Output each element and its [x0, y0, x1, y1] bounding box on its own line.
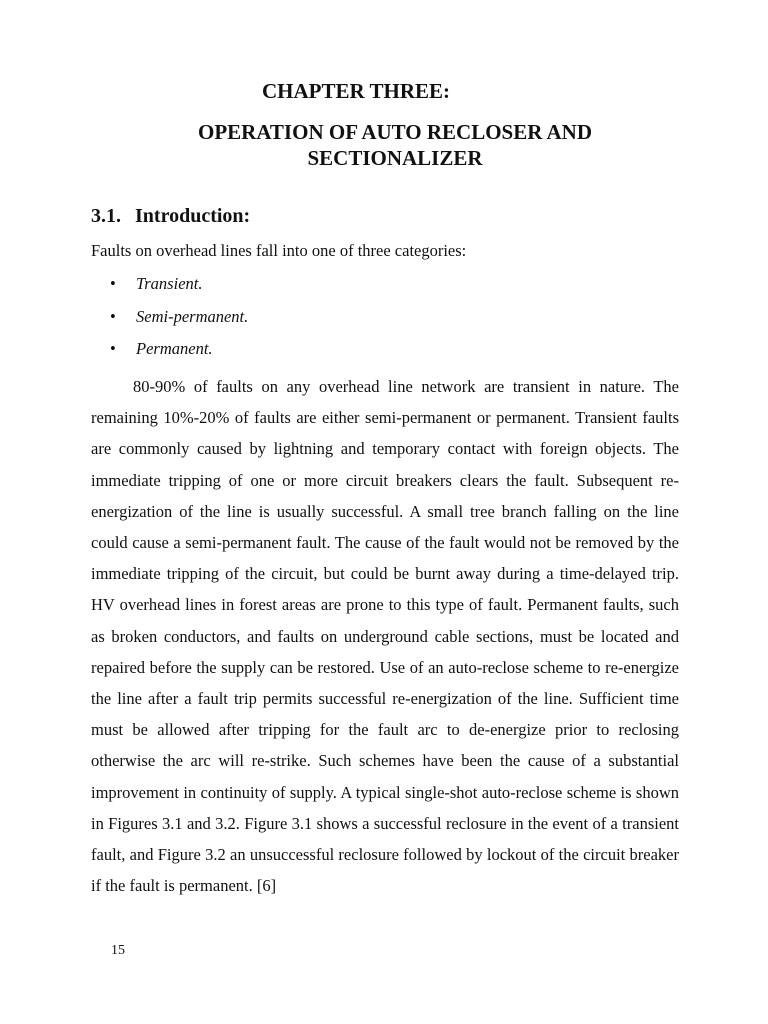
bullet-icon: •	[110, 306, 116, 326]
list-item-text: Permanent.	[136, 339, 213, 358]
list-item	[110, 306, 248, 339]
list-item	[110, 338, 248, 371]
fault-category-list	[110, 273, 248, 371]
page-number: 15	[111, 943, 125, 958]
section-heading	[91, 203, 250, 229]
body-paragraph: 80-90% of faults on any overhead line network are transient in nature. The remaining 10%-20% of faults are either semi-permanent or permanent. Transient faults are commonly caused by lightning and temporary contact with foreign objects. The immediate tripping of one or more circuit breakers clears the fault. Subsequent re-energization of the line is usually successful. A small tree branch falling on the line could cause a semi-permanent fault. The cause of the fault would not be removed by the immediate tripping of the circuit, but could be burnt away during a time-delayed trip. HV overhead lines in forest areas are prone to this type of fault. Permanent faults, such as broken conductors, and faults on underground cable sections, must be located and repaired before the supply can be restored. Use of an auto-reclose scheme to re-energize the line after a fault trip permits successful re-energization of the line. Sufficient time must be allowed after tripping for the fault arc to de-energize prior to reclosing otherwise the arc will re-strike. Such schemes have been the cause of a substantial improvement in continuity of supply. A typical single-shot auto-reclose scheme is shown in Figures 3.1 and 3.2. Figure 3.1 shows a successful reclosure in the event of a transient fault, and Figure 3.2 an unsuccessful reclosure followed by lockout of the circuit breaker if the fault is permanent. [6]	[91, 377, 679, 896]
list-item	[110, 273, 248, 306]
section-number: 3.1.	[91, 205, 121, 227]
intro-sentence: Faults on overhead lines fall into one of three categories:	[91, 241, 467, 260]
section-title: Introduction:	[135, 205, 251, 227]
chapter-subtitle: OPERATION OF AUTO RECLOSER AND SECTIONALIZER	[197, 120, 592, 170]
list-item-text: Transient.	[136, 274, 203, 293]
bullet-icon: •	[110, 339, 116, 358]
list-item-text: Semi-permanent.	[136, 306, 249, 326]
bullet-icon: •	[110, 274, 116, 293]
chapter-title: CHAPTER THREE:	[261, 79, 451, 103]
